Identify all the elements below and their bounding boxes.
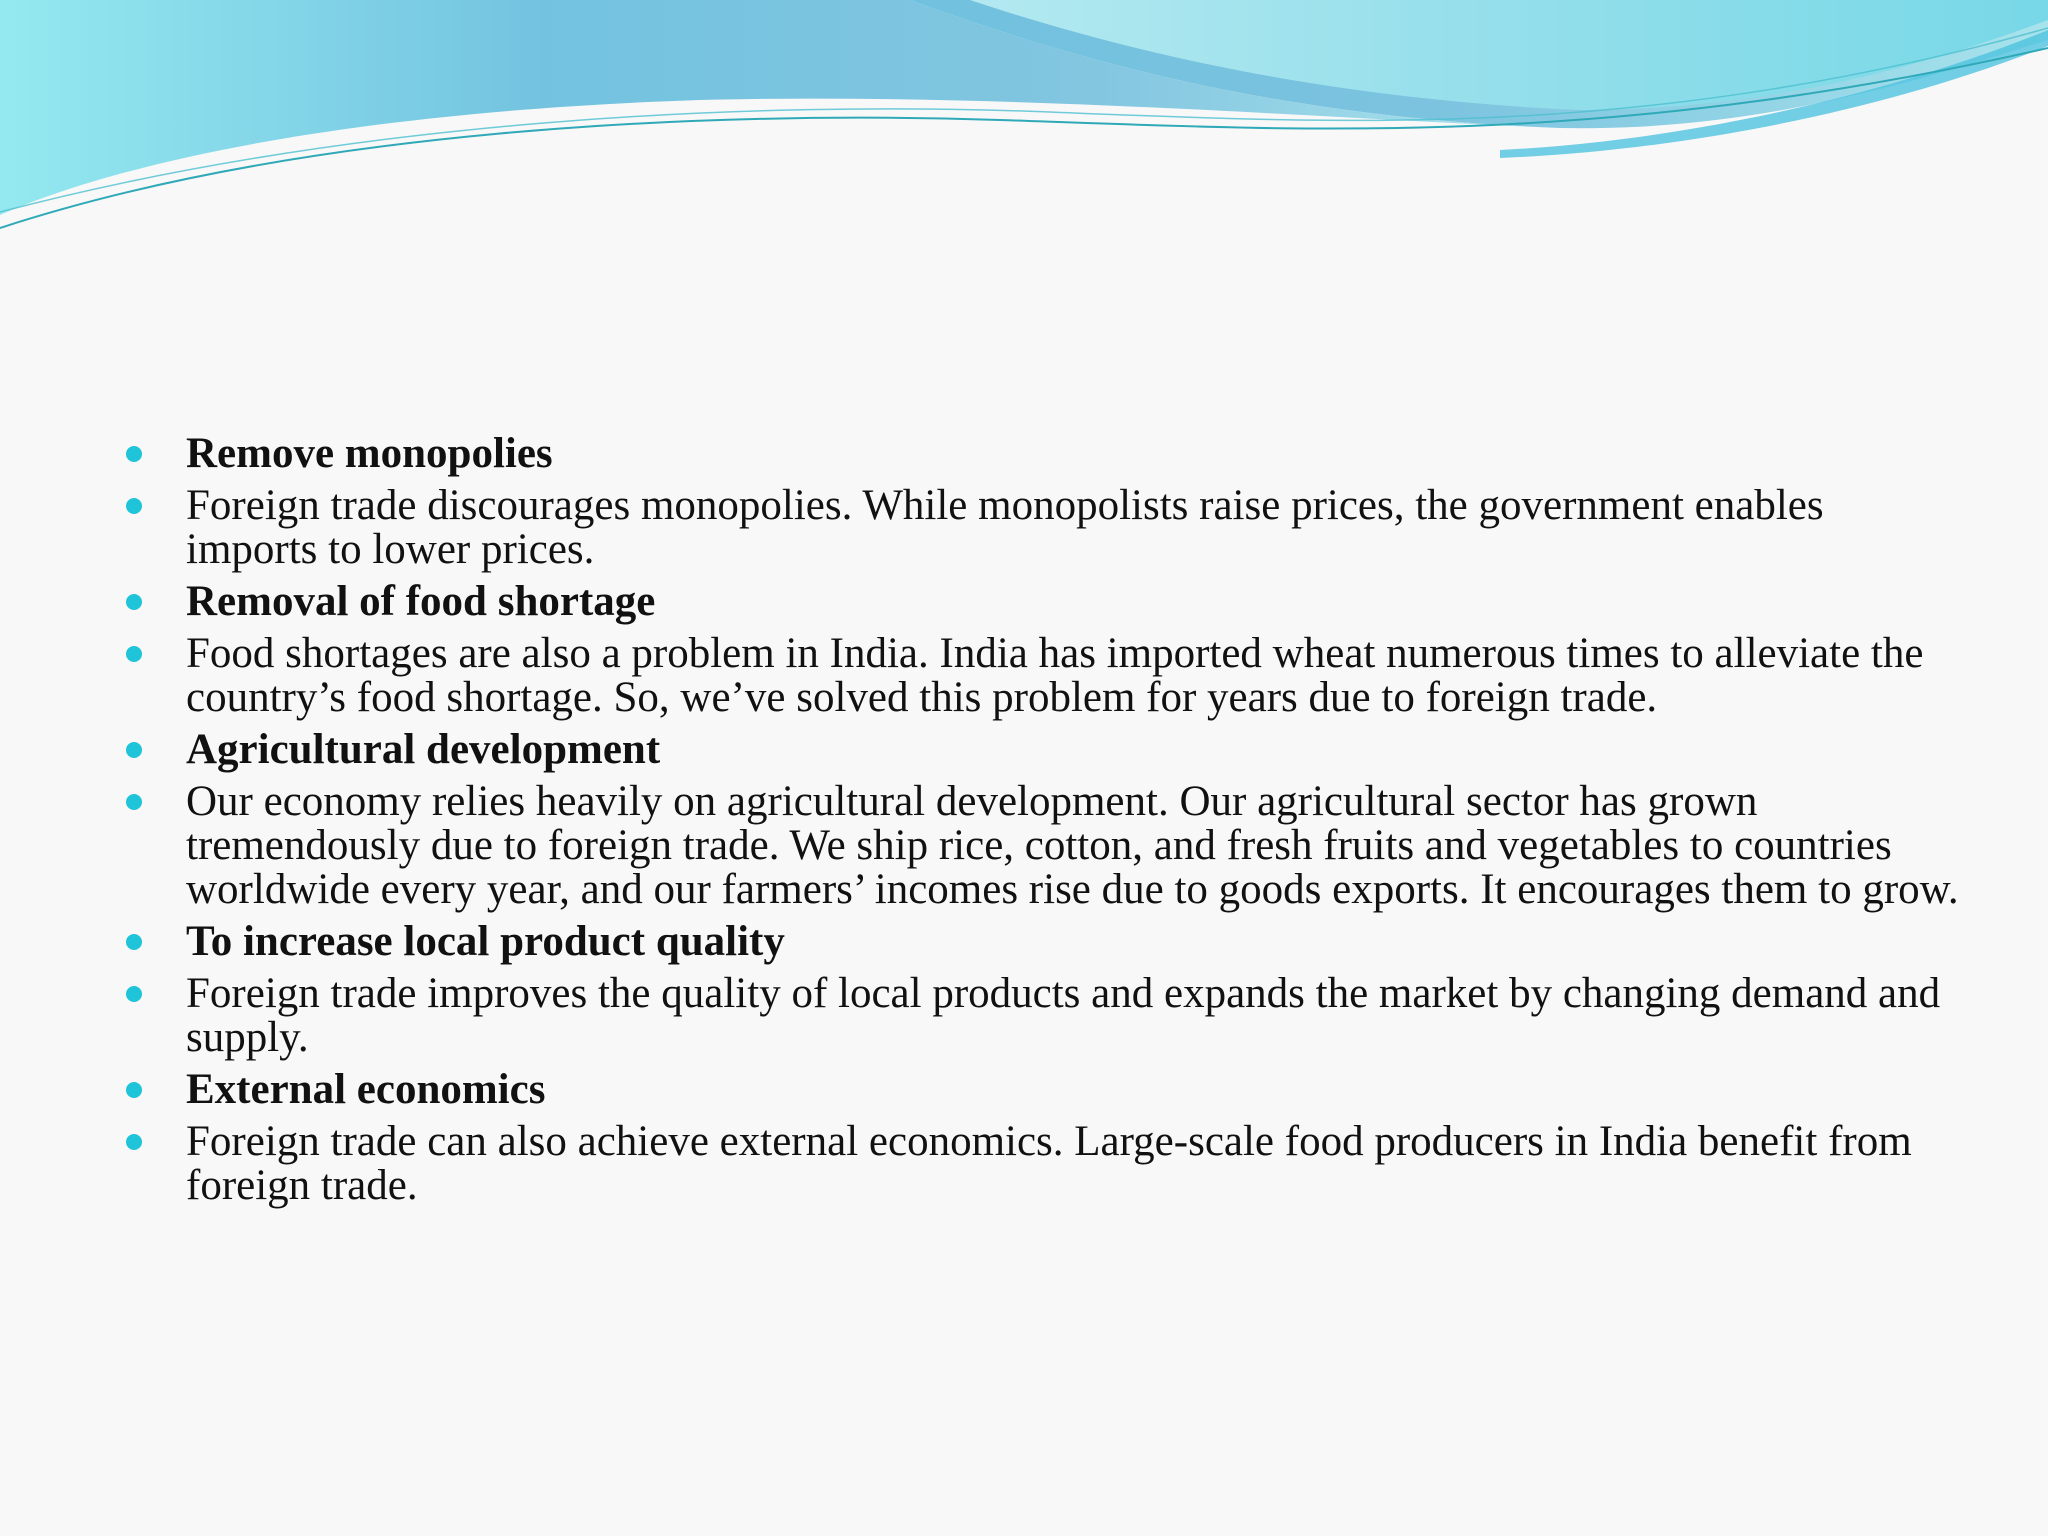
bullet-text: Remove monopolies (186, 430, 553, 477)
bullet-dot-icon (126, 1082, 142, 1098)
bullet-heading-remove-monopolies (120, 432, 1960, 476)
bullet-heading-external-economics (120, 1068, 1960, 1112)
bullet-body-product-quality (120, 972, 1960, 1060)
bullet-text: Removal of food shortage (186, 578, 656, 625)
bullet-text: Foreign trade improves the quality of local products and expands the market by changing demand and supply. (186, 970, 1941, 1061)
bullet-body-agricultural-development (120, 780, 1960, 912)
bullet-content (120, 432, 1960, 1216)
bullet-body-external-economics (120, 1120, 1960, 1208)
bullet-dot-icon (126, 594, 142, 610)
bullet-text: Our economy relies heavily on agricultural development. Our agricultural sector has grown tremendously due to foreign trade. We ship rice, cotton, and fresh fruits and vegetables to countries worldwide every year, and our farmers’ incomes rise due to goods exports. It encourages them to grow. (186, 778, 1959, 913)
bullet-text: Foreign trade can also achieve external economics. Large-scale food producers in India benefit from foreign trade. (186, 1118, 1912, 1209)
bullet-body-food-shortage (120, 632, 1960, 720)
header-wave-decoration (0, 0, 2048, 240)
bullet-dot-icon (126, 498, 142, 514)
bullet-dot-icon (126, 934, 142, 950)
bullet-heading-food-shortage (120, 580, 1960, 624)
bullet-dot-icon (126, 986, 142, 1002)
bullet-dot-icon (126, 646, 142, 662)
bullet-body-monopolies (120, 484, 1960, 572)
bullet-heading-agricultural-development (120, 728, 1960, 772)
bullet-text: Agricultural development (186, 726, 661, 773)
bullet-text: External economics (186, 1066, 546, 1113)
bullet-list (120, 432, 1960, 1208)
bullet-dot-icon (126, 446, 142, 462)
bullet-dot-icon (126, 794, 142, 810)
bullet-text: To increase local product quality (186, 918, 785, 965)
bullet-dot-icon (126, 1134, 142, 1150)
bullet-text: Foreign trade discourages monopolies. While monopolists raise prices, the government enables imports to lower prices. (186, 482, 1824, 573)
bullet-text: Food shortages are also a problem in India. India has imported wheat numerous times to alleviate the country’s food shortage. So, we’ve solved this problem for years due to foreign trade. (186, 630, 1924, 721)
bullet-heading-product-quality (120, 920, 1960, 964)
bullet-dot-icon (126, 742, 142, 758)
